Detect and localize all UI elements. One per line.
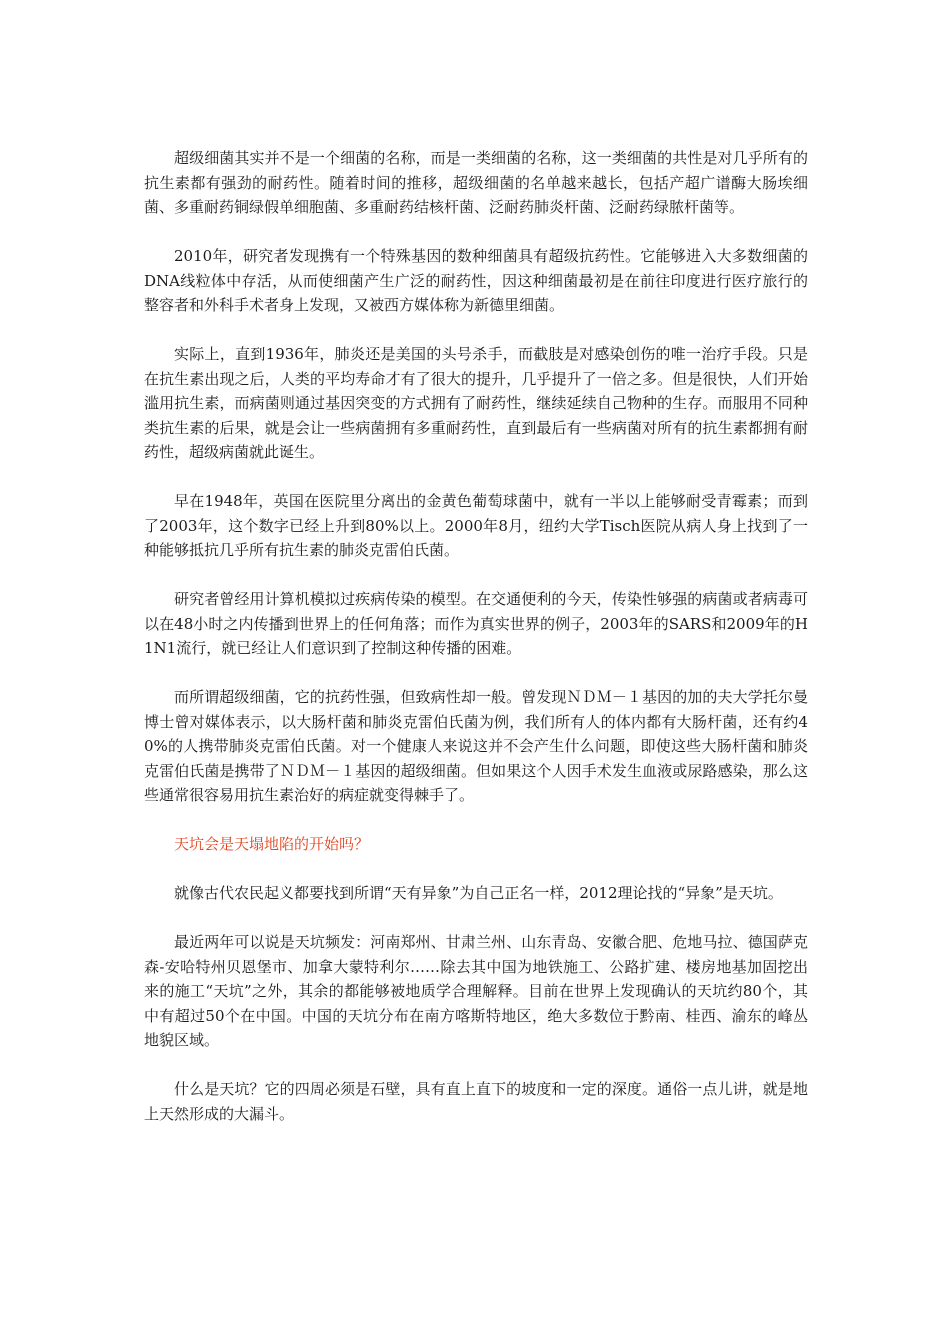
paragraph-sinkhole-frequency: 最近两年可以说是天坑频发：河南郑州、甘肃兰州、山东青岛、安徽合肥、危地马拉、德国萨克森-安哈特州贝恩堡市、加拿大蒙特利尔……除去其中国为地铁施工、公路扩建、楼房地基加固挖出来的施工“天坑”之外，其余的都能够被地质学合理解释。目前在世界上发现确认的天坑约80个，其中有超过50个在中国。中国的天坑分布在南方喀斯特地区，绝大多数位于黔南、桂西、渝东的峰丛地貌区域。 bbox=[144, 933, 808, 1049]
paragraph-new-delhi-bacteria: 2010年，研究者发现携有一个特殊基因的数种细菌具有超级抗药性。它能够进入大多数细菌的DNA线粒体中存活，从而使细菌产生广泛的耐药性，因这种细菌最初是在前往印度进行医疗旅行的整容者和外科手术者身上发现，又被西方媒体称为新德里细菌。 bbox=[144, 247, 808, 314]
section-heading-sinkhole: 天坑会是天塌地陷的开始吗？ bbox=[174, 835, 370, 853]
paragraph-superbug-definition: 超级细菌其实并不是一个细菌的名称，而是一类细菌的名称，这一类细菌的共性是对几乎所有的抗生素都有强劲的耐药性。随着时间的推移，超级细菌的名单越来越长，包括产超广谱酶大肠埃细菌、多重耐药铜绿假单细胞菌、多重耐药结核杆菌、泛耐药肺炎杆菌、泛耐药绿脓杆菌等。 bbox=[144, 149, 808, 216]
paragraph-ndm1-pathogenicity: 而所谓超级细菌，它的抗药性强，但致病性却一般。曾发现ＮＤＭ－１基因的加的夫大学托尔曼博士曾对媒体表示，以大肠杆菌和肺炎克雷伯氏菌为例，我们所有人的体内都有大肠杆菌，还有约40%的人携带肺炎克雷伯氏菌。对一个健康人来说这并不会产生什么问题，即使这些大肠杆菌和肺炎克雷伯氏菌是携带了ＮＤＭ－１基因的超级细菌。但如果这个人因手术发生血液或尿路感染，那么这些通常很容易用抗生素治好的病症就变得棘手了。 bbox=[144, 688, 808, 804]
paragraph-sinkhole-omen: 就像古代农民起义都要找到所谓“天有异象”为自己正名一样，2012理论找的“异象”是天坑。 bbox=[174, 884, 783, 902]
paragraph-staphylococcus: 早在1948年，英国在医院里分离出的金黄色葡萄球菌中，就有一半以上能够耐受青霉素；而到了2003年，这个数字已经上升到80%以上。2000年8月，纽约大学Tisch医院从病人身上找到了一种能够抵抗几乎所有抗生素的肺炎克雷伯氏菌。 bbox=[144, 492, 808, 559]
paragraph-sinkhole-definition: 什么是天坑？它的四周必须是石壁，具有直上直下的坡度和一定的深度。通俗一点儿讲，就是地上天然形成的大漏斗。 bbox=[144, 1080, 808, 1123]
paragraph-antibiotic-history: 实际上，直到1936年，肺炎还是美国的头号杀手，而截肢是对感染创伤的唯一治疗手段。只是在抗生素出现之后，人类的平均寿命才有了很大的提升，几乎提升了一倍之多。但是很快，人们开始滥用抗生素，而病菌则通过基因突变的方式拥有了耐药性，继续延续自己物种的生存。而服用不同种类抗生素的后果，就是会让一些病菌拥有多重耐药性，直到最后有一些病菌对所有的抗生素都拥有耐药性，超级病菌就此诞生。 bbox=[144, 345, 808, 461]
paragraph-disease-spread-model: 研究者曾经用计算机模拟过疾病传染的模型。在交通便利的今天，传染性够强的病菌或者病毒可以在48小时之内传播到世界上的任何角落；而作为真实世界的例子，2003年的SARS和2009年的H1N1流行，就已经让人们意识到了控制这种传播的困难。 bbox=[144, 590, 808, 657]
document-page bbox=[144, 146, 808, 1151]
